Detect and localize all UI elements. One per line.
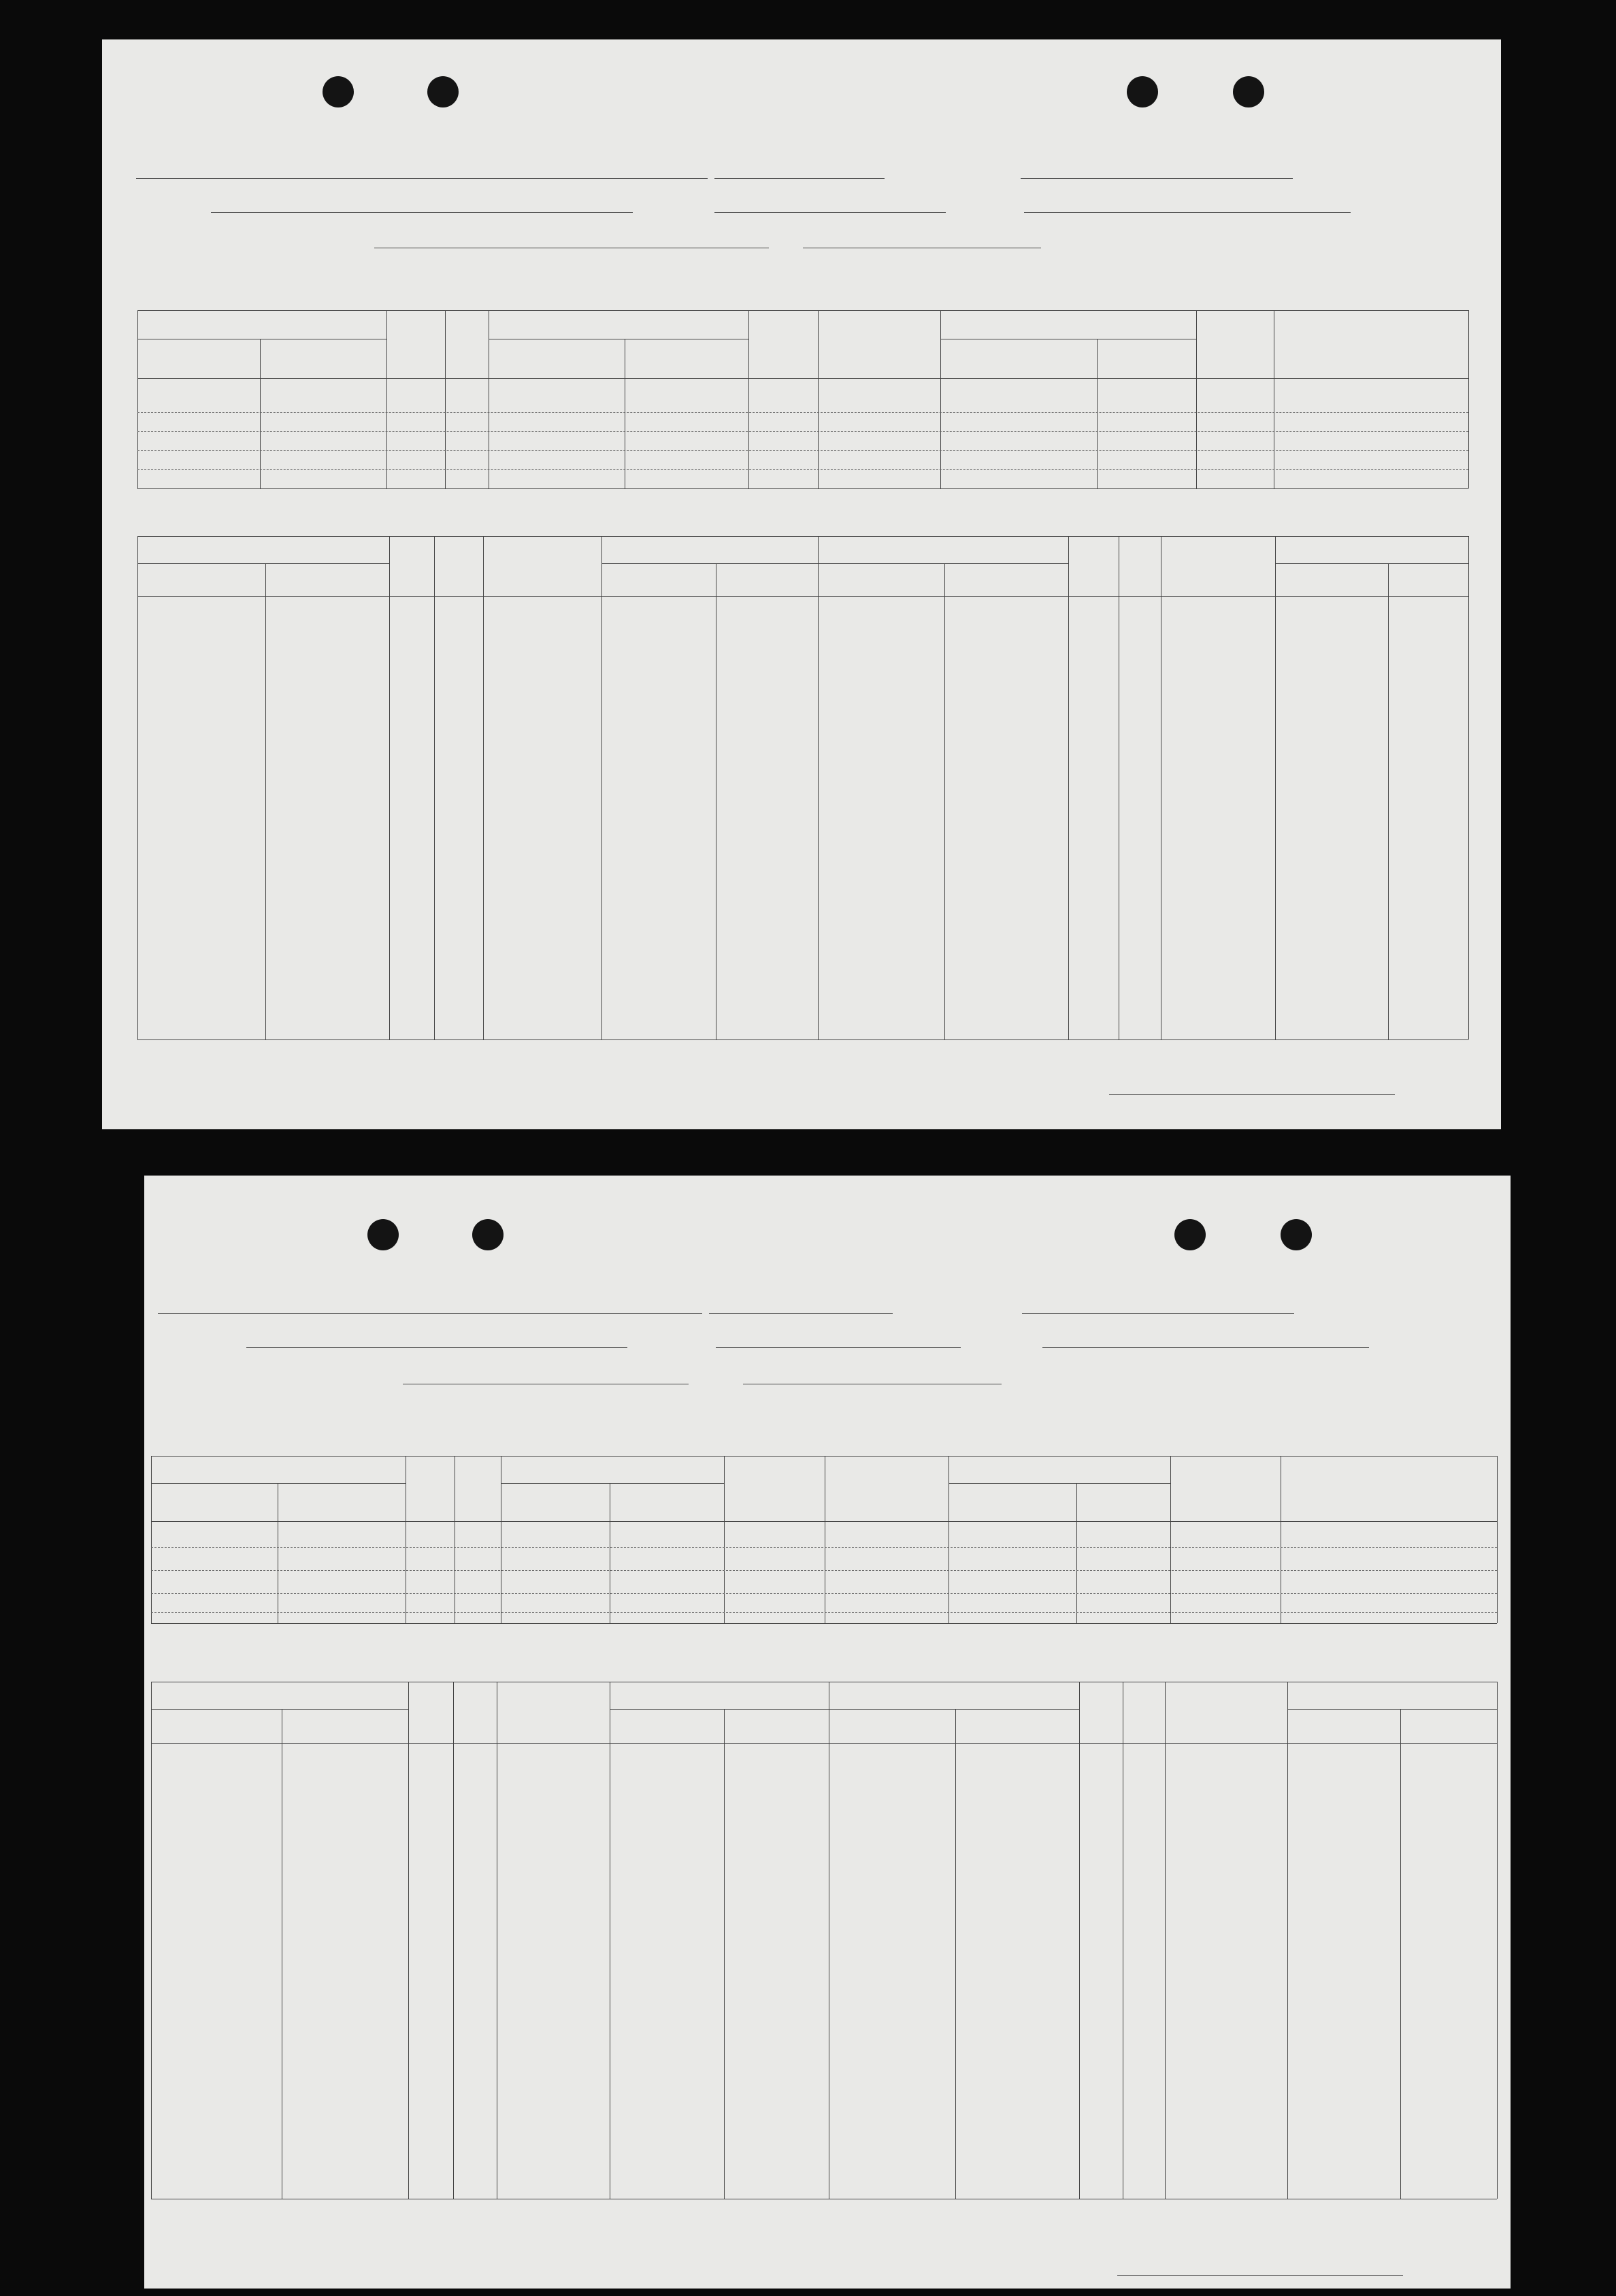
punch-hole [323,76,354,107]
punch-hole [472,1219,504,1250]
entry-declaration-form-2 [144,1176,1511,2289]
punch-hole [1233,76,1264,107]
punch-hole [367,1219,399,1250]
punch-hole [1281,1219,1312,1250]
immigration-lists-heading [144,1395,1511,1412]
punch-hole [1127,76,1158,107]
immigration-lists-heading [102,249,1501,267]
punch-hole [427,76,459,107]
entry-declaration-form-1 [102,39,1501,1129]
punch-hole [1174,1219,1206,1250]
